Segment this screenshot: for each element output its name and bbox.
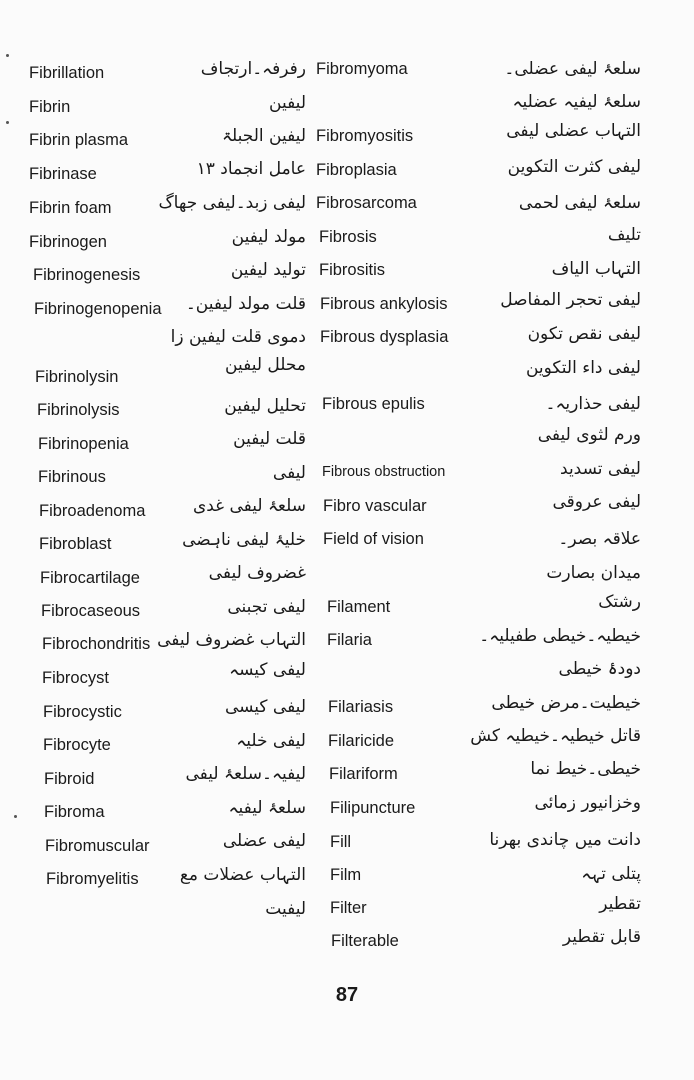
translation: خلیۂ لیفی ناہضی (182, 530, 306, 550)
translation: لیفی داء التکوین (525, 358, 641, 378)
translation: تولید لیفین (230, 260, 306, 280)
headword: Fibromyositis (316, 127, 414, 145)
headword: Field of vision (323, 530, 424, 548)
headword: Fibrosarcoma (316, 194, 417, 212)
headword: Fibroma (44, 803, 105, 821)
translation: عامل انجماد ۱۳ (196, 159, 306, 179)
headword: Fibromyelitis (46, 870, 139, 888)
headword: Fibrin plasma (29, 131, 129, 149)
headword: Fibrocyte (43, 736, 111, 754)
translation: رفرفہ۔ارتجاف (200, 59, 306, 79)
translation: لیفیہ۔سلعۂ لیفی (185, 764, 306, 784)
headword: Fibrochondritis (42, 635, 151, 653)
headword: Fibromuscular (45, 837, 150, 855)
headword: Fibrositis (319, 261, 386, 279)
headword: Fibrinopenia (38, 435, 129, 453)
headword: Fibrocaseous (41, 602, 141, 620)
translation: تلیف (607, 225, 641, 245)
headword: Fibrinous (38, 468, 106, 486)
translation: تحلیل لیفین (224, 396, 306, 416)
translation: لیفی خلیہ (236, 731, 306, 751)
translation: علاقہ بصر۔ (558, 529, 641, 549)
headword: Fibrinase (29, 165, 97, 183)
translation: قاتل خیطیہ۔خیطیہ کش (470, 726, 641, 746)
headword: Fibroplasia (316, 161, 397, 179)
headword: Fibrocyst (42, 669, 109, 687)
headword: Filaria (327, 631, 372, 649)
headword: Fibrin (29, 98, 71, 116)
translation: تقطیر (599, 894, 641, 914)
translation: خیطیہ۔خیطی طفیلیہ۔ (479, 626, 641, 646)
translation: لیفین الجبلۃ (222, 126, 306, 146)
headword: Fibroadenoma (39, 502, 146, 520)
headword: Fill (330, 833, 352, 851)
page-number: 87 (335, 984, 359, 1006)
translation: لیفی نقص تکون (527, 324, 641, 344)
headword: Filaricide (328, 732, 395, 750)
translation: سلعۂ لیفی غدی (192, 496, 306, 516)
translation: سلعۂ لیفی عضلی۔ (504, 59, 641, 79)
translation: سلعۂ لیفیہ (228, 798, 306, 818)
translation: پتلی تہہ (581, 864, 641, 884)
scan-speck (6, 54, 9, 57)
translation: میدان بصارت (546, 563, 641, 583)
translation: لیفی تحجر المفاصل (500, 290, 641, 310)
translation: وخزانیور زمائی (534, 793, 641, 813)
scan-speck (14, 815, 17, 818)
headword: Fibrosis (319, 228, 377, 246)
headword: Fibrocartilage (40, 569, 140, 587)
translation: لیفی زبد۔لیفی جھاگ (158, 193, 306, 213)
translation: دودۂ خیطی (558, 659, 641, 679)
translation: التہاب الیاف (551, 259, 641, 279)
translation: قابل تقطیر (562, 927, 641, 947)
headword: Fibrinogenesis (33, 266, 141, 284)
translation: مولد لیفین (231, 227, 306, 247)
headword: Fibrillation (29, 64, 105, 82)
headword: Fibrinogen (29, 233, 107, 251)
headword: Film (330, 866, 362, 884)
translation: قلت مولد لیفین۔ (185, 294, 306, 314)
headword: Fibrous epulis (322, 395, 425, 413)
translation: سلعۂ لیفیہ عضلیہ (512, 92, 641, 112)
headword: Filter (330, 899, 367, 917)
headword: Fibromyoma (316, 60, 408, 78)
translation: محلل لیفین (225, 355, 306, 375)
headword: Fibrinogenopenia (34, 300, 162, 318)
headword: Filament (327, 598, 391, 616)
translation: لیفین (269, 93, 306, 113)
translation: لیفی تجبنی (227, 597, 306, 617)
translation: دانت میں چاندی بھرنا (489, 830, 641, 850)
headword: Fibrinolysin (35, 368, 119, 386)
translation: لیفی کثرت التکوین (507, 157, 641, 177)
translation: لیفی حذاریہ۔ (545, 394, 641, 414)
translation: لیفی عضلی (222, 831, 306, 851)
translation: لیفیت (265, 899, 306, 919)
headword: Fibrous dysplasia (320, 328, 449, 346)
headword: Fibrous ankylosis (320, 295, 448, 313)
headword: Filariasis (328, 698, 394, 716)
headword: Filariform (329, 765, 398, 783)
headword: Fibrocystic (43, 703, 122, 721)
translation: ورم لثوی لیفی (537, 425, 641, 445)
translation: رشتک (598, 592, 641, 612)
translation: لیفی کیسہ (229, 660, 306, 680)
headword: Fibrous obstruction (322, 464, 446, 480)
headword: Fibroid (44, 770, 95, 788)
translation: غضروف لیفی (208, 563, 306, 583)
headword: Fibro vascular (323, 497, 427, 515)
headword: Fibrin foam (29, 199, 112, 217)
translation: لیفی کیسی (224, 697, 306, 717)
headword: Fibroblast (39, 535, 112, 553)
translation: خیطیت۔مرض خیطی (491, 693, 641, 713)
translation: لیفی (272, 463, 306, 483)
headword: Filipuncture (330, 799, 416, 817)
headword: Filterable (331, 932, 399, 950)
translation: قلت لیفین (233, 429, 306, 449)
scan-speck (6, 121, 9, 124)
translation: لیفی عروقی (552, 492, 641, 512)
translation: خیطی۔خیط نما (530, 759, 641, 779)
translation: التہاب عضلی لیفی (506, 121, 641, 141)
translation: سلعۂ لیفی لحمی (518, 193, 641, 213)
headword: Fibrinolysis (37, 401, 120, 419)
translation: دموی قلت لیفین زا (170, 327, 306, 347)
translation: التہاب عضلات مع (179, 865, 306, 885)
translation: لیفی تسدید (560, 459, 641, 479)
translation: التہاب غضروف لیفی (157, 630, 306, 650)
